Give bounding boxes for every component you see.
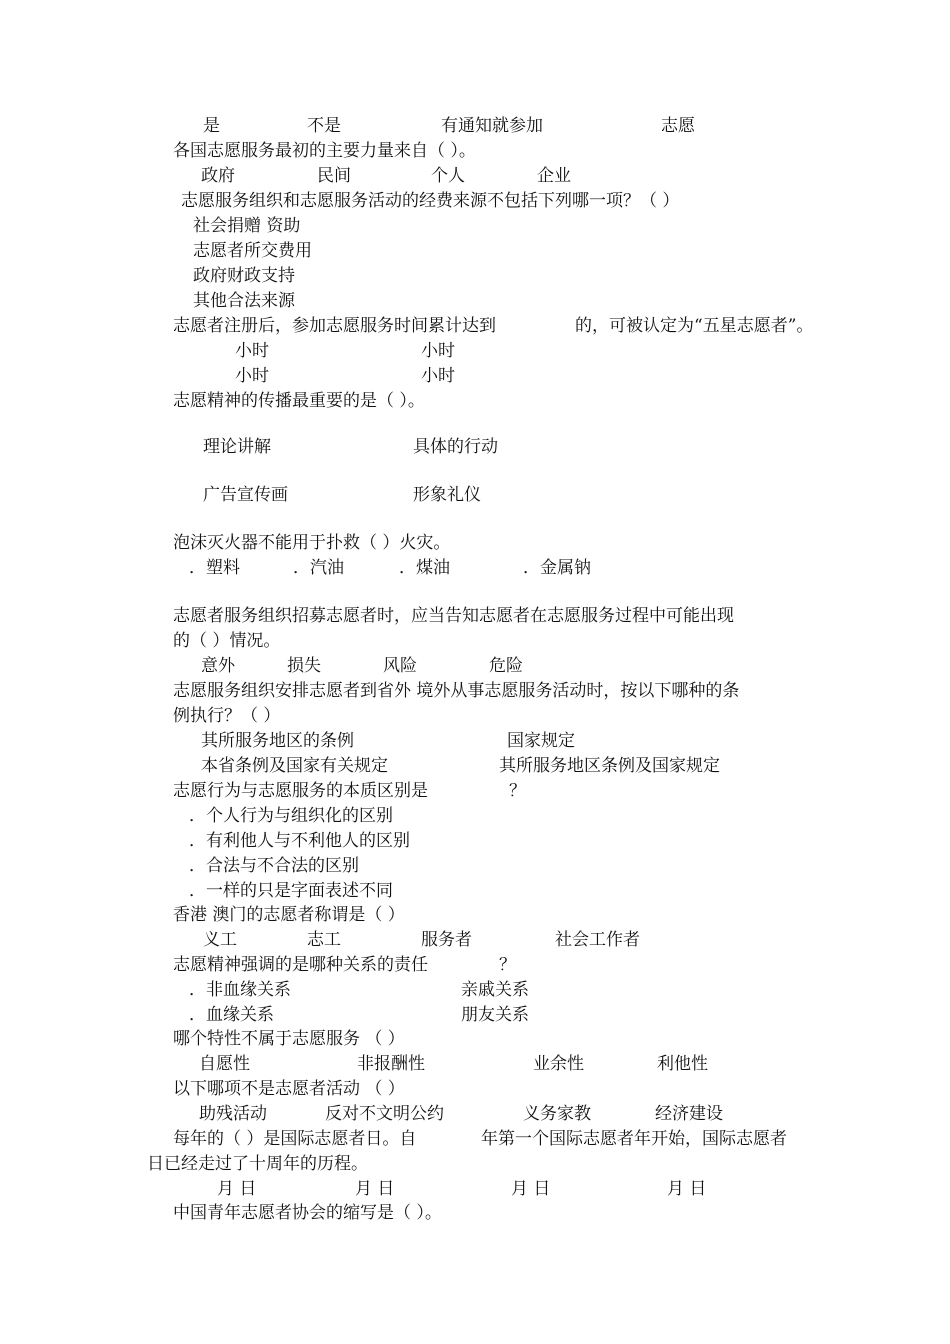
q8-option-a: ．个人行为与组织化的区别 <box>189 806 393 826</box>
q3-option-d: 小时 <box>421 366 455 386</box>
q8-question: 志愿行为与志愿服务的本质区别是 <box>173 781 428 801</box>
q9-option-c: 服务者 <box>421 930 472 950</box>
q13-question-start: 每年的（ ）是国际志愿者日。自 <box>173 1129 417 1149</box>
q5-option-c: ．煤油 <box>399 558 450 578</box>
q13-option-a: 月 日 <box>217 1179 257 1199</box>
q8-option-c: ．合法与不合法的区别 <box>189 856 359 876</box>
q12-option-d: 经济建设 <box>655 1104 723 1124</box>
q1-option-a: 政府 <box>201 166 235 186</box>
q3-question-end: 的，可被认定为“五星志愿者”。 <box>575 316 814 336</box>
q10-option-a: ．非血缘关系 <box>189 980 291 1000</box>
q2-option-c: 政府财政支持 <box>193 266 295 286</box>
q2-option-d: 其他合法来源 <box>193 291 295 311</box>
q9-option-a: 义工 <box>203 930 237 950</box>
q3-option-b: 小时 <box>421 341 455 361</box>
q10-option-d: 朋友关系 <box>461 1005 529 1025</box>
q1-question: 各国志愿服务最初的主要力量来自（ ）。 <box>173 141 476 161</box>
q2-question: 志愿服务组织和志愿服务活动的经费来源不包括下列哪一项？（ ） <box>181 191 680 211</box>
q11-option-d: 利他性 <box>657 1054 708 1074</box>
q12-option-c: 义务家教 <box>523 1104 591 1124</box>
q6-question-line1: 志愿者服务组织招募志愿者时，应当告知志愿者在志愿服务过程中可能出现 <box>173 606 734 626</box>
q12-option-a: 助残活动 <box>199 1104 267 1124</box>
q0-option-a: 是 <box>203 116 220 136</box>
q6-option-c: 风险 <box>383 656 417 676</box>
q7-option-d: 其所服务地区条例及国家规定 <box>499 756 720 776</box>
q8-option-b: ．有利他人与不利他人的区别 <box>189 831 410 851</box>
q6-question-line2: 的（ ）情况。 <box>173 631 281 651</box>
q3-option-a: 小时 <box>235 341 269 361</box>
q10-question: 志愿精神强调的是哪种关系的责任 <box>173 955 428 975</box>
q5-option-d: ．金属钠 <box>523 558 591 578</box>
q0-option-c: 有通知就参加 <box>441 116 543 136</box>
q4-option-a: 理论讲解 <box>203 437 271 457</box>
q2-option-a: 社会捐赠 资助 <box>193 216 301 236</box>
q6-option-d: 危险 <box>489 656 523 676</box>
q11-option-b: 非报酬性 <box>357 1054 425 1074</box>
q4-option-d: 形象礼仪 <box>413 485 481 505</box>
q0-option-d: 志愿 <box>661 116 695 136</box>
q10-option-b: 亲戚关系 <box>461 980 529 1000</box>
q2-option-b: 志愿者所交费用 <box>193 241 312 261</box>
q1-option-c: 个人 <box>431 166 465 186</box>
q10-option-c: ．血缘关系 <box>189 1005 274 1025</box>
q11-option-c: 业余性 <box>533 1054 584 1074</box>
q12-question: 以下哪项不是志愿者活动 （ ） <box>173 1079 405 1099</box>
q9-question: 香港 澳门的志愿者称谓是（ ） <box>173 905 405 925</box>
q13-option-b: 月 日 <box>355 1179 395 1199</box>
q8-question-mark: ？ <box>509 781 526 801</box>
q8-option-d: ．一样的只是字面表述不同 <box>189 881 393 901</box>
q3-option-c: 小时 <box>235 366 269 386</box>
q6-option-b: 损失 <box>287 656 321 676</box>
q5-option-a: ．塑料 <box>189 558 240 578</box>
q4-question: 志愿精神的传播最重要的是（ ）。 <box>173 391 425 411</box>
q5-question: 泡沫灭火器不能用于扑救（ ）火灾。 <box>173 533 451 553</box>
q12-option-b: 反对不文明公约 <box>325 1104 444 1124</box>
q7-option-a: 其所服务地区的条例 <box>201 731 354 751</box>
q9-option-d: 社会工作者 <box>555 930 640 950</box>
q0-option-b: 不是 <box>307 116 341 136</box>
q14-question: 中国青年志愿者协会的缩写是（ ）。 <box>173 1203 442 1223</box>
q7-question-line2: 例执行？（ ） <box>173 706 281 726</box>
q10-question-mark: ？ <box>499 955 516 975</box>
q3-question-start: 志愿者注册后，参加志愿服务时间累计达到 <box>173 316 496 336</box>
q6-option-a: 意外 <box>201 656 235 676</box>
q13-question-end: 年第一个国际志愿者年开始，国际志愿者 <box>481 1129 787 1149</box>
q7-option-b: 国家规定 <box>507 731 575 751</box>
q11-option-a: 自愿性 <box>199 1054 250 1074</box>
q11-question: 哪个特性不属于志愿服务 （ ） <box>173 1029 405 1049</box>
q7-question-line1: 志愿服务组织安排志愿者到省外 境外从事志愿服务活动时，按以下哪种的条 <box>173 681 740 701</box>
q4-option-b: 具体的行动 <box>413 437 498 457</box>
q9-option-b: 志工 <box>307 930 341 950</box>
q13-option-c: 月 日 <box>511 1179 551 1199</box>
q13-question-line2: 日已经走过了十周年的历程。 <box>147 1154 368 1174</box>
q1-option-b: 民间 <box>317 166 351 186</box>
q5-option-b: ．汽油 <box>293 558 344 578</box>
q4-option-c: 广告宣传画 <box>203 485 288 505</box>
q7-option-c: 本省条例及国家有关规定 <box>201 756 388 776</box>
q1-option-d: 企业 <box>537 166 571 186</box>
q13-option-d: 月 日 <box>667 1179 707 1199</box>
